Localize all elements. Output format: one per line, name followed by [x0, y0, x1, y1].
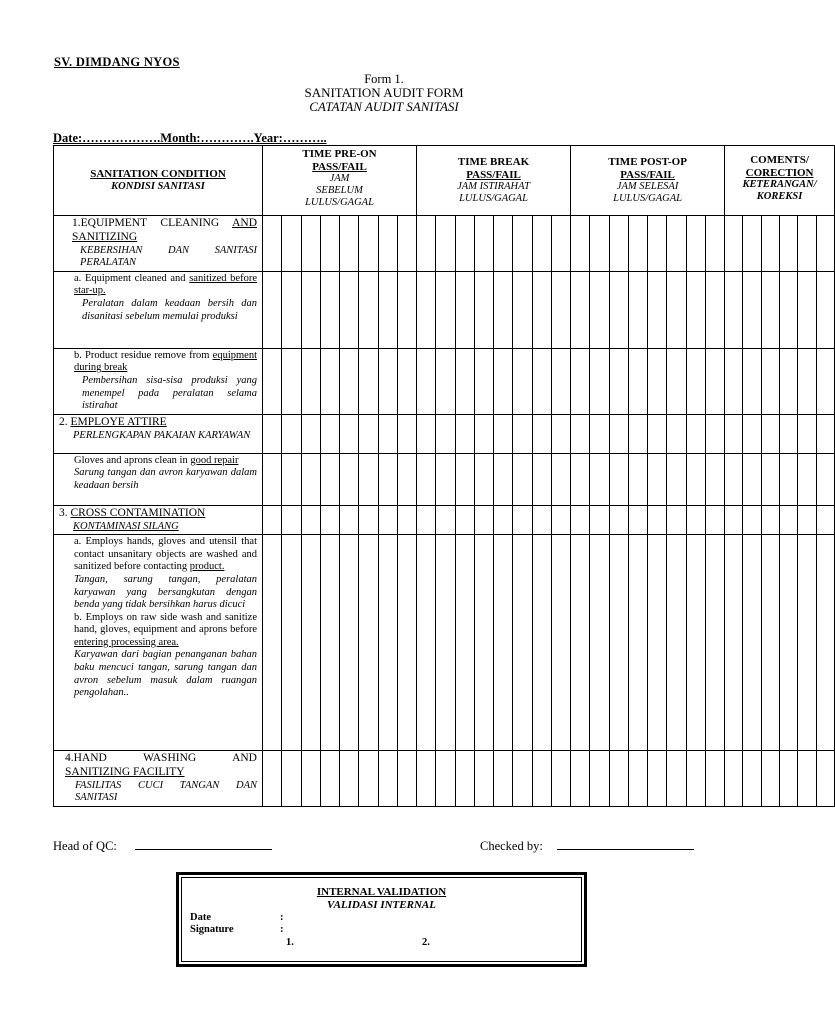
pass-fail-cell[interactable]	[571, 535, 590, 751]
pass-fail-cell[interactable]	[263, 751, 282, 807]
header-time-post-op: TIME POST-OP PASS/FAIL JAM SELESAI LULUS/GAGAL	[571, 146, 725, 216]
pass-fail-cell[interactable]	[320, 348, 339, 414]
pass-fail-cell[interactable]	[648, 751, 667, 807]
header-time-break: TIME BREAK PASS/FAIL JAM ISTIRAHAT LULUS/GAGAL	[417, 146, 571, 216]
pass-fail-cell[interactable]	[628, 216, 647, 272]
comment-cell[interactable]	[725, 535, 743, 751]
comment-cell[interactable]	[725, 453, 743, 505]
pass-fail-cell[interactable]	[513, 271, 532, 348]
pass-fail-cell[interactable]	[378, 535, 397, 751]
pass-fail-cell[interactable]	[628, 271, 647, 348]
pass-fail-cell[interactable]	[417, 271, 436, 348]
pass-fail-cell[interactable]	[648, 414, 667, 453]
pass-fail-cell[interactable]	[667, 414, 686, 453]
pass-fail-cell[interactable]	[455, 535, 474, 751]
comment-cell[interactable]	[816, 348, 834, 414]
comment-cell[interactable]	[816, 414, 834, 453]
pass-fail-cell[interactable]	[551, 505, 570, 534]
validation-sign-two[interactable]: 2.	[422, 937, 430, 948]
pass-fail-cell[interactable]	[340, 414, 359, 453]
pass-fail-cell[interactable]	[551, 271, 570, 348]
comment-cell[interactable]	[798, 271, 816, 348]
form-title: SANITATION AUDIT FORM	[304, 85, 464, 100]
pass-fail-cell[interactable]	[340, 216, 359, 272]
comment-cell[interactable]	[780, 505, 798, 534]
pass-fail-cell[interactable]	[474, 535, 493, 751]
comment-cell[interactable]	[780, 535, 798, 751]
pass-fail-cell[interactable]	[513, 535, 532, 751]
validation-subtitle: VALIDASI INTERNAL	[327, 899, 436, 911]
pass-fail-cell[interactable]	[551, 453, 570, 505]
pass-fail-cell[interactable]	[667, 453, 686, 505]
pass-fail-cell[interactable]	[667, 271, 686, 348]
pass-fail-cell[interactable]	[359, 216, 378, 272]
condition-cell: b. Product residue remove from equipment during break Pembersihan sisa-sisa produksi yang menempel pada peralatan selama istirahat	[54, 348, 263, 414]
pass-fail-cell[interactable]	[474, 216, 493, 272]
row-equipment-cleaning	[54, 216, 835, 272]
pass-fail-cell[interactable]	[571, 414, 590, 453]
pass-fail-cell[interactable]	[705, 453, 724, 505]
pass-fail-cell[interactable]	[436, 505, 455, 534]
pass-fail-cell[interactable]	[474, 414, 493, 453]
pass-fail-cell[interactable]	[609, 271, 628, 348]
form-number: Form 1.	[364, 72, 404, 86]
pass-fail-cell[interactable]	[282, 348, 301, 414]
pass-fail-cell[interactable]	[417, 453, 436, 505]
pass-fail-cell[interactable]	[320, 453, 339, 505]
pass-fail-cell[interactable]	[571, 348, 590, 414]
pass-fail-cell[interactable]	[494, 216, 513, 272]
pass-fail-cell[interactable]	[340, 348, 359, 414]
comment-cell[interactable]	[725, 414, 743, 453]
checked-by-line[interactable]	[557, 838, 694, 850]
pass-fail-cell[interactable]	[494, 453, 513, 505]
pass-fail-cell[interactable]	[667, 348, 686, 414]
pass-fail-cell[interactable]	[532, 453, 551, 505]
comment-cell[interactable]	[798, 414, 816, 453]
comment-cell[interactable]	[798, 348, 816, 414]
pass-fail-cell[interactable]	[320, 271, 339, 348]
head-of-qc-line[interactable]	[135, 838, 272, 850]
comment-cell[interactable]	[780, 453, 798, 505]
pass-fail-cell[interactable]	[494, 751, 513, 807]
pass-fail-cell[interactable]	[340, 271, 359, 348]
comment-cell[interactable]	[816, 751, 834, 807]
header-sanitation-condition: SANITATION CONDITION KONDISI SANITASI	[54, 146, 263, 216]
pass-fail-cell[interactable]	[417, 348, 436, 414]
pass-fail-cell[interactable]	[494, 414, 513, 453]
pass-fail-cell[interactable]	[551, 751, 570, 807]
pass-fail-cell[interactable]	[301, 271, 320, 348]
pass-fail-cell[interactable]	[282, 505, 301, 534]
pass-fail-cell[interactable]	[359, 271, 378, 348]
comment-cell[interactable]	[761, 216, 779, 272]
pass-fail-cell[interactable]	[667, 535, 686, 751]
pass-fail-cell[interactable]	[667, 216, 686, 272]
pass-fail-cell[interactable]	[340, 505, 359, 534]
pass-fail-cell[interactable]	[686, 348, 705, 414]
pass-fail-cell[interactable]	[263, 453, 282, 505]
condition-cell: 3. CROSS CONTAMINATION KONTAMINASI SILANG	[54, 505, 263, 534]
pass-fail-cell[interactable]	[397, 751, 416, 807]
checked-by-signature	[480, 838, 694, 854]
pass-fail-cell[interactable]	[532, 751, 551, 807]
head-of-qc-signature	[53, 838, 272, 854]
pass-fail-cell[interactable]	[494, 535, 513, 751]
comment-cell[interactable]	[780, 348, 798, 414]
pass-fail-cell[interactable]	[455, 505, 474, 534]
pass-fail-cell[interactable]	[263, 505, 282, 534]
pass-fail-cell[interactable]	[301, 453, 320, 505]
pass-fail-cell[interactable]	[590, 348, 609, 414]
comment-cell[interactable]	[798, 751, 816, 807]
pass-fail-cell[interactable]	[551, 414, 570, 453]
comment-cell[interactable]	[816, 453, 834, 505]
comment-cell[interactable]	[725, 751, 743, 807]
pass-fail-cell[interactable]	[648, 453, 667, 505]
checked-by-label: Checked by:	[480, 839, 543, 853]
comment-cell[interactable]	[761, 414, 779, 453]
comment-cell[interactable]	[798, 535, 816, 751]
pass-fail-cell[interactable]	[282, 535, 301, 751]
header-comments: COMENTS/ CORECTION KETERANGAN/ KOREKSI	[725, 146, 835, 216]
pass-fail-cell[interactable]	[667, 751, 686, 807]
pass-fail-cell[interactable]	[436, 535, 455, 751]
validation-sign-one[interactable]: 1.	[286, 937, 294, 948]
comment-cell[interactable]	[743, 348, 761, 414]
comment-cell[interactable]	[743, 216, 761, 272]
comment-cell[interactable]	[798, 453, 816, 505]
pass-fail-cell[interactable]	[282, 271, 301, 348]
header-time-pre-op: TIME PRE-ON PASS/FAIL JAM SEBELUM LULUS/GAGAL	[263, 146, 417, 216]
pass-fail-cell[interactable]	[609, 535, 628, 751]
pass-fail-cell[interactable]	[455, 348, 474, 414]
pass-fail-cell[interactable]	[648, 535, 667, 751]
pass-fail-cell[interactable]	[397, 414, 416, 453]
pass-fail-cell[interactable]	[705, 271, 724, 348]
comment-cell[interactable]	[725, 505, 743, 534]
pass-fail-cell[interactable]	[571, 453, 590, 505]
pass-fail-cell[interactable]	[705, 751, 724, 807]
pass-fail-cell[interactable]	[301, 216, 320, 272]
pass-fail-cell[interactable]	[359, 414, 378, 453]
pass-fail-cell[interactable]	[686, 216, 705, 272]
pass-fail-cell[interactable]	[455, 414, 474, 453]
pass-fail-cell[interactable]	[340, 453, 359, 505]
condition-cell: a. Employs hands, gloves and utensil that contact unsanitary objects are washed and sanitized before contacting product. Tangan, sarung tangan, peralatan karyawan yang bersangkutan dengan benda yang tidak bersihkan harus dicuci b. Employs on raw side wash and sanitize hand, gloves, equipment and aprons before entering processing area. Karyawan dari bagian penanganan bahan baku mencuci tangan, sarung tangan dan avron sebelum masuk dalam ruangan pengolahan..	[54, 535, 263, 751]
pass-fail-cell[interactable]	[571, 271, 590, 348]
pass-fail-cell[interactable]	[320, 216, 339, 272]
pass-fail-cell[interactable]	[609, 453, 628, 505]
pass-fail-cell[interactable]	[282, 453, 301, 505]
pass-fail-cell[interactable]	[359, 348, 378, 414]
row-employe-attire	[54, 414, 835, 453]
comment-cell[interactable]	[780, 216, 798, 272]
pass-fail-cell[interactable]	[263, 348, 282, 414]
pass-fail-cell[interactable]	[571, 216, 590, 272]
condition-cell: 1.EQUIPMENT CLEANING AND SANITIZING KEBERSIHAN DAN SANITASI PERALATAN	[54, 216, 263, 272]
pass-fail-cell[interactable]	[282, 414, 301, 453]
comment-cell[interactable]	[761, 271, 779, 348]
pass-fail-cell[interactable]	[378, 453, 397, 505]
validation-title: INTERNAL VALIDATION	[316, 886, 447, 898]
pass-fail-cell[interactable]	[571, 505, 590, 534]
pass-fail-cell[interactable]	[474, 453, 493, 505]
comment-cell[interactable]	[725, 216, 743, 272]
pass-fail-cell[interactable]	[532, 216, 551, 272]
pass-fail-cell[interactable]	[705, 348, 724, 414]
pass-fail-cell[interactable]	[436, 453, 455, 505]
validation-date-label: Date	[190, 912, 211, 923]
comment-cell[interactable]	[761, 535, 779, 751]
pass-fail-cell[interactable]	[474, 271, 493, 348]
pass-fail-cell[interactable]	[320, 751, 339, 807]
pass-fail-cell[interactable]	[705, 414, 724, 453]
pass-fail-cell[interactable]	[494, 505, 513, 534]
pass-fail-cell[interactable]	[686, 271, 705, 348]
pass-fail-cell[interactable]	[705, 535, 724, 751]
pass-fail-cell[interactable]	[686, 535, 705, 751]
pass-fail-cell[interactable]	[667, 505, 686, 534]
pass-fail-cell[interactable]	[648, 348, 667, 414]
comment-cell[interactable]	[798, 216, 816, 272]
pass-fail-cell[interactable]	[417, 535, 436, 751]
pass-fail-cell[interactable]	[378, 414, 397, 453]
pass-fail-cell[interactable]	[378, 348, 397, 414]
pass-fail-cell[interactable]	[513, 348, 532, 414]
comment-cell[interactable]	[743, 751, 761, 807]
pass-fail-cell[interactable]	[513, 505, 532, 534]
pass-fail-cell[interactable]	[359, 751, 378, 807]
comment-cell[interactable]	[743, 271, 761, 348]
comment-cell[interactable]	[798, 505, 816, 534]
comment-cell[interactable]	[816, 216, 834, 272]
pass-fail-cell[interactable]	[628, 751, 647, 807]
pass-fail-cell[interactable]	[609, 216, 628, 272]
pass-fail-cell[interactable]	[513, 751, 532, 807]
pass-fail-cell[interactable]	[628, 505, 647, 534]
pass-fail-cell[interactable]	[551, 216, 570, 272]
pass-fail-cell[interactable]	[282, 751, 301, 807]
pass-fail-cell[interactable]	[628, 348, 647, 414]
validation-signature-colon: :	[280, 924, 284, 935]
pass-fail-cell[interactable]	[455, 216, 474, 272]
pass-fail-cell[interactable]	[340, 751, 359, 807]
pass-fail-cell[interactable]	[513, 414, 532, 453]
pass-fail-cell[interactable]	[436, 216, 455, 272]
comment-cell[interactable]	[761, 505, 779, 534]
comment-cell[interactable]	[780, 414, 798, 453]
date-line[interactable]: Date:……………….Month:………….Year:………..	[53, 131, 327, 145]
pass-fail-cell[interactable]	[590, 414, 609, 453]
pass-fail-cell[interactable]	[474, 505, 493, 534]
comment-cell[interactable]	[761, 751, 779, 807]
pass-fail-cell[interactable]	[628, 414, 647, 453]
pass-fail-cell[interactable]	[436, 271, 455, 348]
pass-fail-cell[interactable]	[455, 751, 474, 807]
pass-fail-cell[interactable]	[455, 271, 474, 348]
pass-fail-cell[interactable]	[320, 535, 339, 751]
row-employs-hands	[54, 535, 835, 751]
pass-fail-cell[interactable]	[397, 453, 416, 505]
pass-fail-cell[interactable]	[263, 216, 282, 272]
pass-fail-cell[interactable]	[397, 535, 416, 751]
row-product-residue	[54, 348, 835, 414]
header-row	[54, 146, 835, 216]
head-of-qc-label: Head of QC:	[53, 839, 117, 853]
pass-fail-cell[interactable]	[397, 216, 416, 272]
pass-fail-cell[interactable]	[301, 751, 320, 807]
pass-fail-cell[interactable]	[301, 348, 320, 414]
pass-fail-cell[interactable]	[378, 216, 397, 272]
pass-fail-cell[interactable]	[263, 535, 282, 751]
company-name: SV. DIMDANG NYOS	[54, 55, 180, 69]
pass-fail-cell[interactable]	[474, 751, 493, 807]
pass-fail-cell[interactable]	[590, 535, 609, 751]
pass-fail-cell[interactable]	[436, 348, 455, 414]
pass-fail-cell[interactable]	[532, 348, 551, 414]
pass-fail-cell[interactable]	[705, 505, 724, 534]
pass-fail-cell[interactable]	[474, 348, 493, 414]
pass-fail-cell[interactable]	[359, 535, 378, 751]
pass-fail-cell[interactable]	[417, 505, 436, 534]
pass-fail-cell[interactable]	[705, 216, 724, 272]
pass-fail-cell[interactable]	[686, 453, 705, 505]
condition-cell: a. Equipment cleaned and sanitized before star-up. Peralatan dalam keadaan bersih dan disanitasi sebelum memulai produksi	[54, 271, 263, 348]
pass-fail-cell[interactable]	[359, 453, 378, 505]
pass-fail-cell[interactable]	[436, 414, 455, 453]
pass-fail-cell[interactable]	[417, 414, 436, 453]
pass-fail-cell[interactable]	[609, 505, 628, 534]
pass-fail-cell[interactable]	[532, 505, 551, 534]
pass-fail-cell[interactable]	[417, 216, 436, 272]
pass-fail-cell[interactable]	[359, 505, 378, 534]
audit-table	[53, 145, 835, 807]
pass-fail-cell[interactable]	[513, 216, 532, 272]
pass-fail-cell[interactable]	[436, 751, 455, 807]
pass-fail-cell[interactable]	[551, 535, 570, 751]
comment-cell[interactable]	[743, 505, 761, 534]
pass-fail-cell[interactable]	[686, 505, 705, 534]
comment-cell[interactable]	[780, 271, 798, 348]
form-subtitle: CATATAN AUDIT SANITASI	[309, 99, 459, 114]
pass-fail-cell[interactable]	[590, 216, 609, 272]
validation-date-colon: :	[280, 912, 284, 923]
pass-fail-cell[interactable]	[378, 271, 397, 348]
pass-fail-cell[interactable]	[494, 348, 513, 414]
comment-cell[interactable]	[780, 751, 798, 807]
pass-fail-cell[interactable]	[340, 535, 359, 751]
pass-fail-cell[interactable]	[590, 271, 609, 348]
pass-fail-cell[interactable]	[609, 751, 628, 807]
pass-fail-cell[interactable]	[648, 271, 667, 348]
pass-fail-cell[interactable]	[532, 271, 551, 348]
pass-fail-cell[interactable]	[648, 216, 667, 272]
pass-fail-cell[interactable]	[397, 505, 416, 534]
comment-cell[interactable]	[816, 535, 834, 751]
pass-fail-cell[interactable]	[301, 414, 320, 453]
condition-cell: 4.HAND WASHING AND SANITIZING FACILITY FASILITAS CUCI TANGAN DAN SANITASI	[54, 751, 263, 807]
pass-fail-cell[interactable]	[301, 505, 320, 534]
condition-cell: 2. EMPLOYE ATTIRE PERLENGKAPAN PAKAIAN KARYAWAN	[54, 414, 263, 453]
comment-cell[interactable]	[725, 271, 743, 348]
comment-cell[interactable]	[725, 348, 743, 414]
pass-fail-cell[interactable]	[378, 751, 397, 807]
pass-fail-cell[interactable]	[590, 751, 609, 807]
pass-fail-cell[interactable]	[282, 216, 301, 272]
row-equipment-cleaned	[54, 271, 835, 348]
pass-fail-cell[interactable]	[320, 414, 339, 453]
pass-fail-cell[interactable]	[532, 414, 551, 453]
pass-fail-cell[interactable]	[628, 453, 647, 505]
internal-validation-box	[176, 872, 587, 967]
pass-fail-cell[interactable]	[263, 271, 282, 348]
pass-fail-cell[interactable]	[417, 751, 436, 807]
comment-cell[interactable]	[743, 414, 761, 453]
pass-fail-cell[interactable]	[320, 505, 339, 534]
pass-fail-cell[interactable]	[686, 414, 705, 453]
pass-fail-cell[interactable]	[648, 505, 667, 534]
comment-cell[interactable]	[761, 453, 779, 505]
pass-fail-cell[interactable]	[378, 505, 397, 534]
pass-fail-cell[interactable]	[513, 453, 532, 505]
condition-cell: Gloves and aprons clean in good repair Sarung tangan dan avron karyawan dalam keadaan bersih	[54, 453, 263, 505]
row-hand-washing	[54, 751, 835, 807]
row-gloves-aprons	[54, 453, 835, 505]
pass-fail-cell[interactable]	[532, 535, 551, 751]
comment-cell[interactable]	[761, 348, 779, 414]
pass-fail-cell[interactable]	[686, 751, 705, 807]
pass-fail-cell[interactable]	[397, 348, 416, 414]
pass-fail-cell[interactable]	[590, 453, 609, 505]
comment-cell[interactable]	[743, 535, 761, 751]
pass-fail-cell[interactable]	[263, 414, 282, 453]
pass-fail-cell[interactable]	[455, 453, 474, 505]
comment-cell[interactable]	[743, 453, 761, 505]
pass-fail-cell[interactable]	[494, 271, 513, 348]
pass-fail-cell[interactable]	[609, 348, 628, 414]
pass-fail-cell[interactable]	[628, 535, 647, 751]
validation-signature-label: Signature	[190, 924, 234, 935]
comment-cell[interactable]	[816, 271, 834, 348]
pass-fail-cell[interactable]	[301, 535, 320, 751]
pass-fail-cell[interactable]	[551, 348, 570, 414]
row-cross-contamination	[54, 505, 835, 534]
pass-fail-cell[interactable]	[571, 751, 590, 807]
pass-fail-cell[interactable]	[397, 271, 416, 348]
pass-fail-cell[interactable]	[609, 414, 628, 453]
comment-cell[interactable]	[816, 505, 834, 534]
pass-fail-cell[interactable]	[590, 505, 609, 534]
internal-validation-inner	[181, 877, 582, 962]
